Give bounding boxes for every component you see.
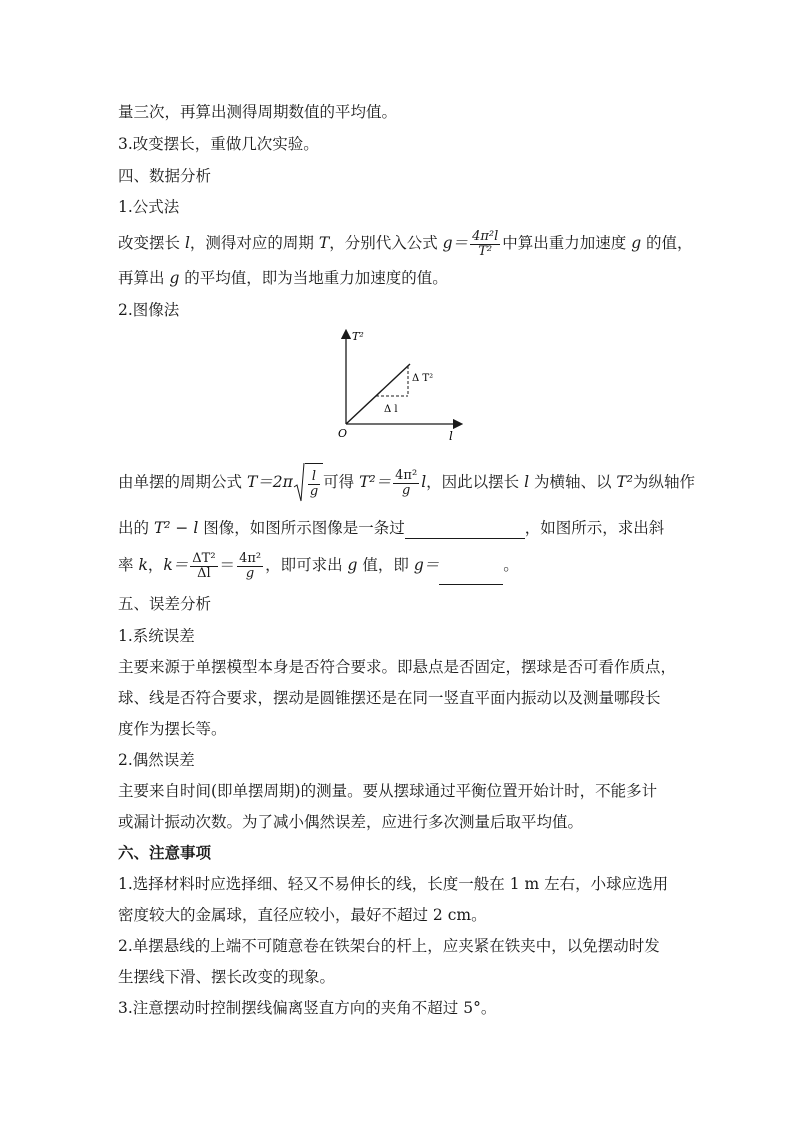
section-heading: 六、注意事项	[118, 843, 212, 862]
text-line: 主要来源于单摆模型本身是否符合要求。即悬点是否固定，摆球是否可看作质点，	[118, 658, 677, 676]
section-heading: 四、数据分析	[118, 167, 212, 185]
text-line: 3.注意摆动时控制摆线偏离竖直方向的夹角不超过 5°。	[118, 999, 497, 1017]
subsection-heading: 2.图像法	[118, 301, 180, 319]
text-line: 出的 T² − l 图像，如图所示图像是一条过 ，如图所示，求出斜	[118, 519, 665, 537]
subsection-heading: 1.系统误差	[118, 627, 195, 645]
text-line: 3.改变摆长，重做几次实验。	[118, 135, 319, 153]
text-line: 再算出 g 的平均值，即为当地重力加速度的值。	[118, 269, 448, 287]
paragraph-graph-method: 由单摆的周期公式 T＝2π $\frac{l}{g}$ 可得 T²＝ $\frac{\text{4π²}}{g}$ l，因此以摆长 l 为横轴、以 T²为纵轴作	[118, 462, 695, 504]
text-line: 2.单摆悬线的上端不可随意卷在铁架台的杆上，应夹紧在铁夹中，以免摆动时发	[118, 937, 660, 955]
subsection-heading: 2.偶然误差	[118, 751, 195, 769]
y-axis-label: T²	[352, 330, 364, 343]
text-line: 1.选择材料时应选择细、轻又不易伸长的线，长度一般在 1 m 左右，小球应选用	[118, 875, 669, 893]
text-line: 率 k，k＝ $\frac{\text{ΔT²}}{\Delta l}$ ＝ $\frac{\text{4π²}}{g}$ ，即可求出 g 值，即 g＝ 。	[118, 546, 519, 585]
fill-in-blank[interactable]	[405, 518, 525, 539]
text-line: 主要来自时间(即单摆周期)的测量。要从摆球通过平衡位置开始计时，不能多计	[118, 782, 658, 800]
text-line: 球、线是否符合要求，摆动是圆锥摆还是在同一竖直平面内振动以及测量哪段长	[118, 689, 661, 707]
paragraph-formula-method: 改变摆长 l，测得对应的周期 T，分别代入公式 g＝ $\frac{\text{4π²l}}{\text{T²}}$ 中算出重力加速度 g 的值，	[118, 228, 693, 259]
delta-t2-label: Δ T²	[412, 373, 434, 384]
x-axis-label: l	[449, 429, 453, 443]
fill-in-blank[interactable]	[439, 546, 503, 585]
sqrt-formula: $\frac{l}{g}$	[293, 463, 323, 504]
text-line: 生摆线下滑、摆长改变的现象。	[118, 968, 336, 986]
origin-label: O	[338, 427, 348, 440]
text-line: 量三次，再算出测得周期数值的平均值。	[118, 103, 398, 121]
section-heading: 五、误差分析	[118, 595, 212, 613]
delta-l-label: Δ l	[384, 404, 398, 415]
trend-line	[346, 364, 410, 424]
subsection-heading: 1.公式法	[118, 198, 180, 216]
t2-vs-l-graph	[336, 328, 471, 446]
text-line: 密度较大的金属球，直径应较小，最好不超过 2 cm。	[118, 906, 487, 924]
text-line: 度作为摆长等。	[118, 720, 227, 738]
text-line: 或漏计振动次数。为了减小偶然误差，应进行多次测量后取平均值。	[118, 813, 584, 831]
formula-fraction: $\frac{\text{4π²l}}{\text{T²}}$	[472, 228, 499, 259]
